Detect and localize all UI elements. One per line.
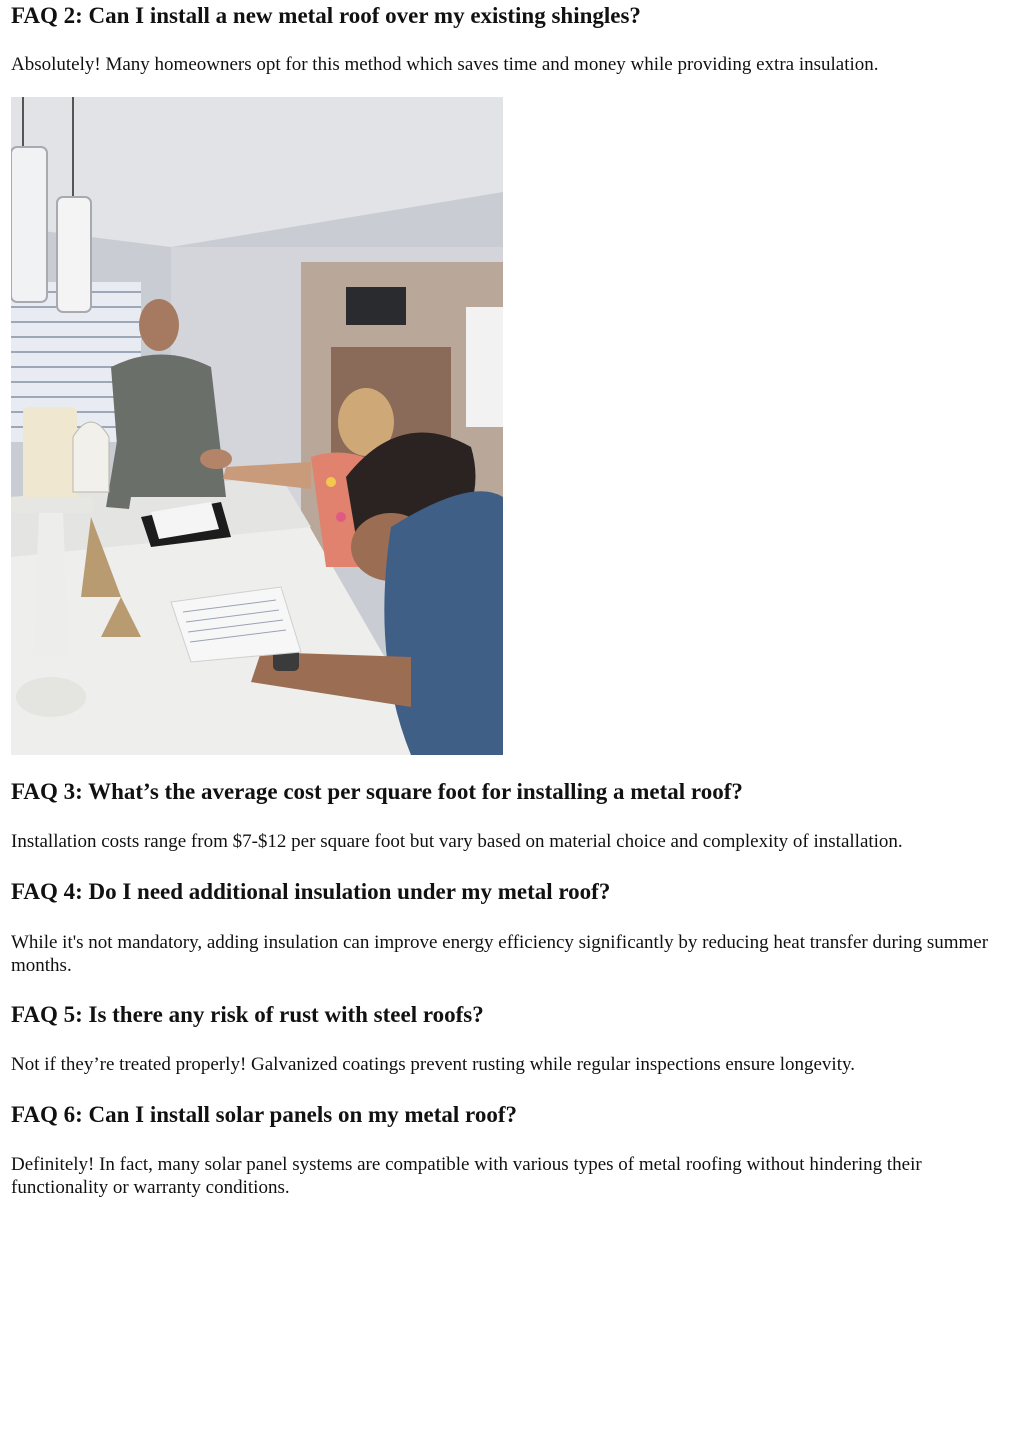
faq-2-answer: Absolutely! Many homeowners opt for this method which saves time and money while providing extra insulation. [11,54,879,75]
faq-5-question: FAQ 5: Is there any risk of rust with steel roofs? [11,1002,484,1027]
faq-4-question: FAQ 4: Do I need additional insulation under my metal roof? [11,879,611,904]
contract-signing-photo [11,97,503,755]
faq-6-answer: Definitely! In fact, many solar panel systems are compatible with various types of metal roofing without hindering their functionality or warranty conditions. [11,1154,922,1198]
faq-6-question: FAQ 6: Can I install solar panels on my metal roof? [11,1102,518,1127]
faq-3-answer: Installation costs range from $7-$12 per square foot but vary based on material choice and complexity of installation. [11,831,903,852]
faq-5-answer: Not if they’re treated properly! Galvanized coatings prevent rusting while regular inspections ensure longevity. [11,1054,855,1075]
faq-3-question: FAQ 3: What’s the average cost per square foot for installing a metal roof? [11,779,743,804]
faq-4-answer: While it's not mandatory, adding insulation can improve energy efficiency significantly by reducing heat transfer during summer months. [11,932,989,976]
faq-2-question: FAQ 2: Can I install a new metal roof over my existing shingles? [11,3,641,28]
